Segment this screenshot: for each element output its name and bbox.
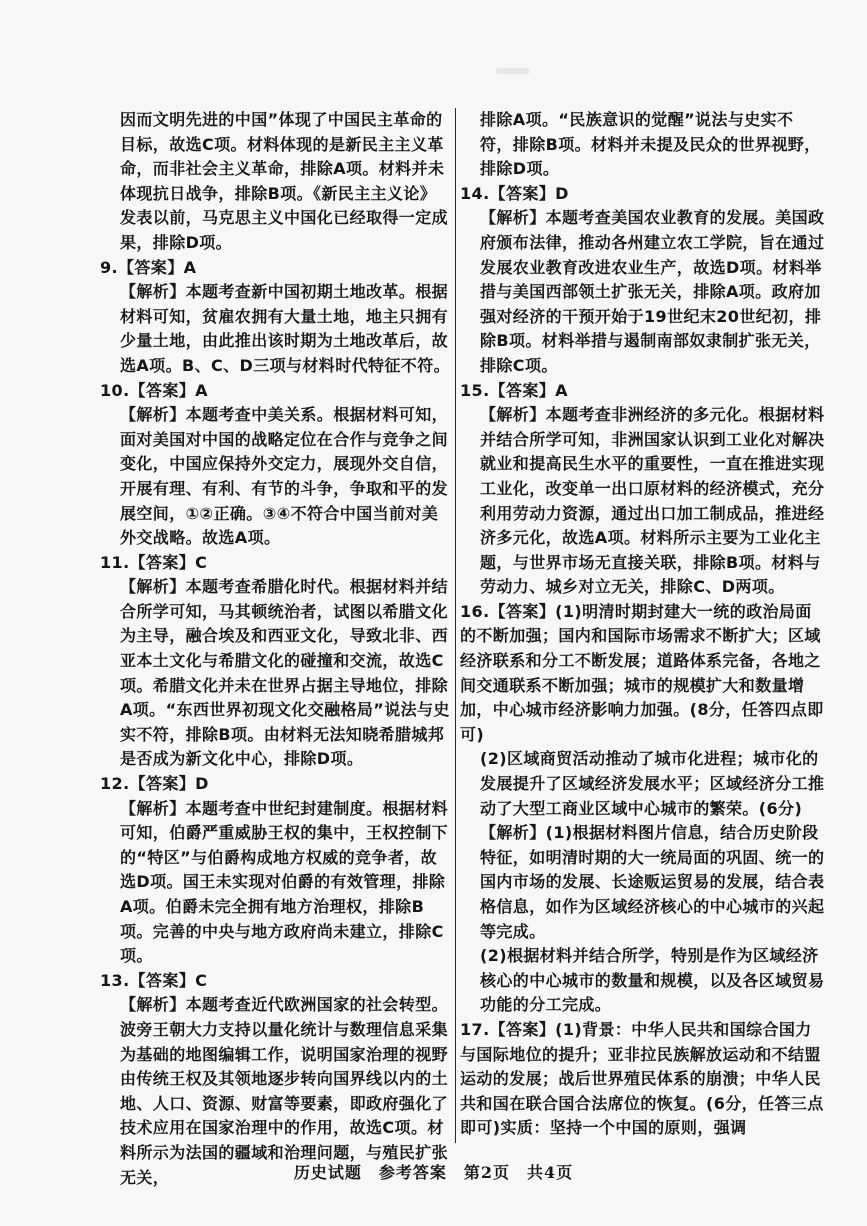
left-column bbox=[100, 108, 452, 1190]
right-column bbox=[460, 108, 826, 1141]
explanation-11: 【解析】本题考查希腊化时代。根据材料并结合所学可知，马其顿统治者，试图以希腊文化为主导，融合埃及和西亚文化，导致北非、西亚本土文化与希腊文化的碰撞和交流，故选C项。希腊文化并未在世界占据主导地位，排除A项。“东西世界初现文化交融格局”说法与史实不符，排除B项。由材料无法知晓希腊城邦是否成为新文化中心，排除D项。 bbox=[120, 577, 450, 769]
answer-16-part-2: (2)区域商贸活动推动了城市化进程；城市化的发展提升了区域经济发展水平；区域经济分工推动了大型工商业区域中心城市的繁荣。(6分) bbox=[480, 749, 825, 818]
answer-17: 17.【答案】(1)背景：中华人民共和国综合国力与国际地位的提升；亚非拉民族解放运动和不结盟运动的发展；战后世界殖民体系的崩溃；中华人民共和国在联合国合法席位的恢复。(6分，任答三点即可)实质：坚持一个中国的原则，强调 bbox=[460, 1019, 824, 1138]
answer-16: 16.【答案】(1)明清时期封建大一统的政治局面的不断加强；国内和国际市场需求不断扩大；区域经济联系和分工不断发展；道路体系完备，各地之间交通联系不断加强；城市的规模扩大和数量增加，中心城市经济影响力加强。(8分，任答四点即可) bbox=[460, 601, 824, 744]
explanation-15: 【解析】本题考查非洲经济的多元化。根据材料并结合所学可知，非洲国家认识到工业化对解决就业和提高民生水平的重要性，一直在推进实现工业化，改变单一出口原材料的经济模式，充分利用劳动力资源，通过出口加工制成品，推进经济多元化，故选A项。材料所示主要为工业化主题，与世界市场无直接关联，排除B项。材料与劳动力、城乡对立无关，排除C、D两项。 bbox=[480, 405, 825, 597]
answer-10: 10.【答案】A bbox=[100, 380, 208, 400]
explanation-16-part-2: (2)根据材料并结合所学，特别是作为区域经济核心的中心城市的数量和规模，以及各区域贸易功能的分工完成。 bbox=[480, 946, 825, 1015]
explanation-14: 【解析】本题考查美国农业教育的发展。美国政府颁布法律，推动各州建立农工学院，旨在通过发展农业教育改进农业生产，故选D项。材料举措与美国西部领土扩张无关，排除A项。政府加强对经济的干预开始于19世纪末20世纪初，排除B项。材料举措与遏制南部奴隶制扩张无关，排除C项。 bbox=[480, 208, 825, 375]
column-divider bbox=[455, 108, 456, 1143]
scan-mark bbox=[496, 68, 530, 74]
continuation-paragraph: 排除A项。“民族意识的觉醒”说法与史实不符，排除B项。材料并未提及民众的世界视野，排除D项。 bbox=[480, 110, 821, 179]
explanation-13: 【解析】本题考查近代欧洲国家的社会转型。波旁王朝大力支持以量化统计与数理信息采集为基础的地图编辑工作，说明国家治理的视野由传统王权及其领地逐步转向国界线以内的土地、人口、资源、财富等要素，即政府强化了技术应用在国家治理中的作用，故选C项。材料所示为法国的疆域和治理问题，与殖民扩张无关， bbox=[120, 995, 449, 1187]
explanation-9: 【解析】本题考查新中国初期土地改革。根据材料可知，贫雇农拥有大量土地，地主只拥有少量土地，由此推出该时期为土地改革后，故选A项。B、C、D三项与材料时代特征不符。 bbox=[120, 282, 451, 375]
answer-15: 15.【答案】A bbox=[460, 380, 568, 400]
explanation-16-part-1: 【解析】(1)根据材料图片信息，结合历史阶段特征，如明清时期的大一统局面的巩固、统一的国内市场的发展、长途贩运贸易的发展，结合表格信息，如作为区域经济核心的中心城市的兴起等完成。 bbox=[480, 823, 825, 941]
answer-12: 12.【答案】D bbox=[100, 774, 209, 794]
explanation-10: 【解析】本题考查中美关系。根据材料可知，面对美国对中国的战略定位在合作与竞争之间变化，中国应保持外交定力，展现外交自信，开展有理、有利、有节的斗争，争取和平的发展空间，①②正确。③④不符合中国当前对美外交战略。故选A项。 bbox=[120, 405, 449, 548]
continuation-paragraph: 因而文明先进的中国”体现了中国民主革命的目标，故选C项。材料体现的是新民主主义革命，而非社会主义革命，排除A项。材料并未体现抗日战争，排除B项。《新民主主义论》发表以前，马克思主义中国化已经取得一定成果，排除D项。 bbox=[120, 110, 449, 252]
answer-14: 14.【答案】D bbox=[460, 183, 569, 203]
answer-13: 13.【答案】C bbox=[100, 970, 208, 990]
page-footer: 历史试题 参考答案 第2页 共4页 bbox=[293, 1163, 574, 1182]
answer-11: 11.【答案】C bbox=[100, 552, 208, 572]
explanation-12: 【解析】本题考查中世纪封建制度。根据材料可知，伯爵严重威胁王权的集中，王权控制下的“特区”与伯爵构成地方权威的竞争者，故选D项。国王未实现对伯爵的有效管理，排除A项。伯爵未完全拥有地方治理权，排除B项。完善的中央与地方政府尚未建立，排除C项。 bbox=[120, 798, 449, 966]
answer-9: 9.【答案】A bbox=[100, 257, 197, 277]
